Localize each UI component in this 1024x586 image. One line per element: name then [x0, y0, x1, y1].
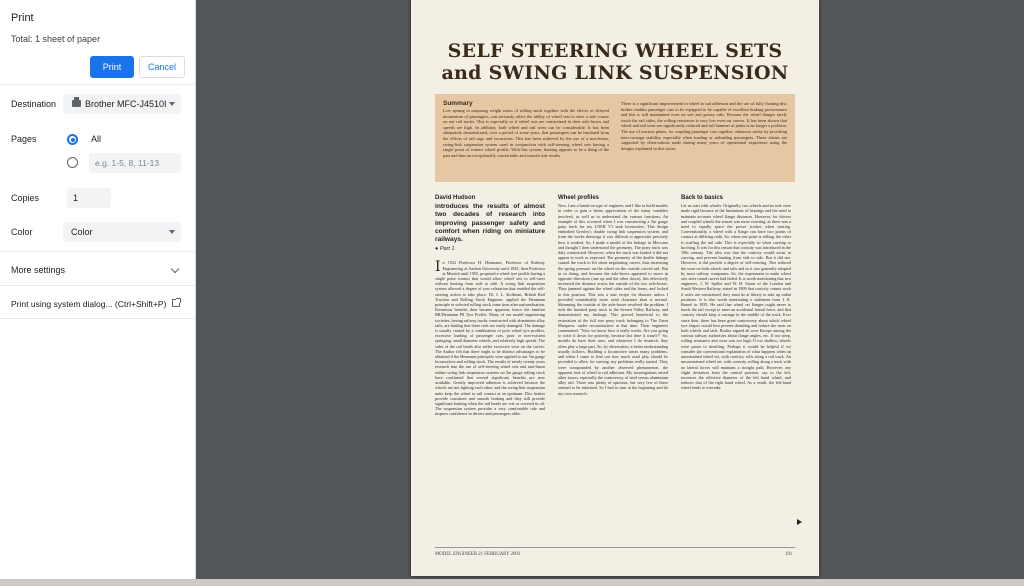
article-column-3: [681, 196, 791, 525]
preview-page: [411, 0, 819, 576]
divider: [0, 84, 196, 85]
copies-label: Copies: [11, 193, 40, 203]
chevron-down-icon: [169, 230, 175, 234]
part-number: Part 1: [439, 246, 455, 253]
page-number: 191: [785, 552, 793, 557]
sheet-total: Total: 1 sheet of paper: [11, 34, 101, 44]
divider: [0, 285, 196, 286]
author-name: David Hudson: [435, 195, 476, 201]
pages-custom-input[interactable]: [89, 153, 181, 173]
print-preview-area: [197, 0, 1024, 586]
color-value: Color: [71, 227, 93, 237]
chevron-down-icon[interactable]: [171, 265, 179, 273]
summary-box: [435, 94, 795, 182]
destination-select[interactable]: [63, 94, 181, 114]
article-intro: introduces the results of almost two decades of research into improving passenger safety and comfort when riding on miniature railways.: [435, 203, 545, 244]
column-3-text: Let us start with wheels. Originally, two wheels and an axle were made rigid because of the limitations of bearings and the need to maintain accurate wheel flange distances. However, for drivers and coupled wheels the reason was more exacting, as there was a need to equally space the power strokes when starting. Conventionally, a wheel with a flange can have two points of contact at differing radii. So, when one point is rolling, the other is scuffing the rail side. This is especially so when curving or lurching. It was for this reason that conicity was introduced in the 19th century. The idea was that the conicity would assist in curving, and prevent hunting from side to side. But it did not. However, it did provide a degree of self-centring. This reduced the wear on both wheels and rails and so it was generally adopted by most railway companies. So, the experiment to make wheel sets steer round curves had failed. It is worth mentioning that two engineers, J. W. Spiller and W. H. Stuart of the London and South Western Railway, stated in 1909 that conicity cannot work if axles are constrained; they must be at liberty to take up radial positions. It is also worth mentioning a statement from I. K. Brunel in 1835. He said that wheel set flanges ought never to touch the rail except to meet an accidental lateral force, and that conicity should keep a carriage in the middle of the track. Ever since then, there has been great controversy about which wheel tyre shapes would best prevent derailing and reduce the wear on both wheels and rails. Bodies argued all over Europe among the various railway authorities about flange angles, etc. If too steep, rolling resistance and wear was too high. If too shallow, wheels were prone to derailing. Perhaps it would be helpful if we consider the conventional explanation of what happens when an unrestrained wheel set, with conicity, rolls along a rail track. An unconstrained wheel set, with conicity, rolling along a track with no lateral forces will maintain a straight path. However, any slight deviation from the central position, say to the left, increases the effective diameter of the left hand wheel, and reduces that of the right hand wheel. As a result, the left-hand wheel tends to overtake: [681, 203, 791, 391]
bottom-strip: [0, 579, 1024, 586]
column-1-text: n 1932 Professor H. Heumann, Professor of Railway Engineering at Aachen University until 1945, then Professor at Munich until 1955, proposed a wheel tyre profile having a single point contact that would allow wheel sets to self-steer without hunting from side to side. A swing link suspension system allowed a degree of yaw relaxation that enabled the self-steering action to take place. Dr. I. L. Koffman, British Rail Traction and Rolling Stock Engineer, applied the Heumann principle to selected rolling stock some time after nationalisation. Enormous benefits then became apparent, hence the familiar BR/Heumann P8 Tyre Profile. Many of our model engineering societies, having railway tracks constructed with aluminium alloy rails, are finding that these rails are easily damaged. The damage is usually caused by a combination of poor wheel tyre profiles, excessive loading of passenger cars, poor or non-existent springing, small diameter wheels, and relatively high speeds. The sides of the rail heads also suffer excessive wear on the curves. The Author felt that there ought to be distinct advantages to be obtained if the Heumann principles were applied to our 5in gauge locomotives and rolling stock. The results of nearly twenty years research into the use of self-steering wheel sets and non-linear rubber swing link suspension systems on 5in gauge rolling stock have confirmed that several significant benefits are now available. Greatly improved adhesion is achieved because the wheels are not fighting each other, and the swing link suspension units keep the wheel to rail contact at an optimum. Disc brakes provide consistent and smooth braking and they still provide significant braking when the rail heads are wet or covered in oil. The suspension system provides a very comfortable ride and inspires confidence in drivers and passengers alike.: [435, 260, 545, 417]
pages-all-label: All: [91, 134, 102, 144]
article-column-1: [435, 196, 545, 536]
summary-text-right: There is a significant improvement in wheel to rail adhesion and the use of fully floating disc brakes enables passenger cars to be equipped to be capable of excellent braking performance and this is still maintained even on wet and greasy rails. Because the wheel flanges rarely touch the rail sides, the rolling resistance is very low even on curves. It has been shown that wheel and rail wear are significantly reduced and rail hammer at joints is no longer a problem. The use of traction plates, for coupling passenger cars together, enhances safety by providing inter-carriage stability, especially when loading or unloading passengers. These claims are supported by observations made during many years of operational experience using the designs explained in this series.: [621, 101, 787, 151]
printer-icon: [72, 100, 81, 107]
divider: [0, 251, 196, 252]
pages-all-radio[interactable]: [67, 134, 78, 145]
drop-cap: I: [435, 260, 441, 276]
column-1-body: [435, 260, 545, 536]
summary-text-left: Low sprung to unsprung weight ratios of rolling stock together with the effects of delayed momentum of passengers, can seriously affect the ability of wheel sets to steer a safe course on our rail tracks. This is especially so if wheel sets are constrained in their axle boxes and speeds are high. In addition, both wheel and rail wear can be considerable. It has been adequately demonstrated, over a period of some years, that passengers can be insulated from the effects of rail sags and excursions. This has been achieved by the use of a non-linear, swing-link suspension system used in conjunction with self-steering wheel sets having a single point of contact wheel profile. With this system, hunting appears to be a thing of the past and thus an exceptionally comfortable and smooth ride results.: [443, 108, 609, 158]
destination-value: Brother MFC-J4510I: [85, 99, 167, 109]
copies-input[interactable]: [67, 188, 111, 208]
article-column-2: [558, 196, 668, 533]
chevron-down-icon: [169, 102, 175, 106]
pages-custom-radio[interactable]: [67, 157, 78, 168]
footer-rule: [435, 547, 795, 548]
open-external-icon[interactable]: [172, 299, 180, 307]
continued-arrow-icon: [797, 519, 802, 525]
part-label: ● Part 1: [435, 246, 455, 253]
more-settings-toggle[interactable]: More settings: [11, 265, 66, 275]
divider: [0, 318, 196, 319]
column-2-heading: Wheel profiles: [558, 195, 600, 201]
print-settings-panel: [0, 0, 196, 586]
summary-heading: Summary: [443, 100, 473, 107]
footer-publication: MODEL ENGINEER 21 FEBRUARY 2003: [435, 552, 521, 557]
color-select[interactable]: [63, 222, 181, 242]
article-headline: [411, 40, 819, 84]
column-2-text: Now, I am a hands-on type of engineer, and I like to build models in order to gain a better appreciation of the many variables involved, as well as to understand the various functions. An example of this occurred when I was constructing a 5in gauge pony truck for my LNER V1 tank locomotive. This design embodied Gresley's double swing link suspension system, and from the works drawings it was difficult to appreciate precisely how it worked. So, I made a model of the linkage in Meccano and thought I then understood the geometry. The pony truck was duly constructed. However, when the truck was loaded it did not appear to work as expected. The geometry of the double linkage caused the truck to lift when negotiating curves, thus increasing the spring pressure on the wheel on the outside curved rail. But in so doing, and because the axle-boxes appeared to move in opposite directions (one up and the other down), this effectively increased the distance across the outside of the two axle-boxes. They jammed against the wheel sides and the horns, and locked in this position. This was a sure recipe for disaster, unless I provided considerably more axial clearance than is normal. Skimming the outside of the axle-boxes resolved the problem. I took the finished pony truck to the Severn Valley Railway, and demonstrated my findings. This proved beneficial to the restoration of the full size pony truck belonging to The Great Marquess, under reconstruction at that time. Their engineers commented: "Now we know how it really works. Are you going to write it down for posterity, because last time it wasn't?" So, models do have their uses, and whenever I do research, they often play a large part. So, by observation, a better understanding usually follows. Building a locomotive raises many problems, and when I came to find out how much axial play should be provided to allow for curving, my problems really started. They were compounded by another observed phenomenon, the apparent lack of wheel to rail adhesion. My investigations raised other issues, especially the controversy of steel versus aluminium alloy rail. There was plenty of opinions, but very few of these seemed to be informed. So I had to start at the beginning and do my own research.: [558, 203, 668, 396]
destination-label: Destination: [11, 99, 57, 109]
system-dialog-link[interactable]: Print using system dialog... (Ctrl+Shift+P): [11, 299, 167, 309]
headline-line-1: SELF STEERING WHEEL SETS: [447, 40, 783, 62]
headline-line-2: and SWING LINK SUSPENSION: [441, 62, 789, 84]
print-button[interactable]: Print: [90, 56, 134, 78]
column-3-heading: Back to basics: [681, 195, 724, 201]
pages-label: Pages: [11, 134, 37, 144]
dialog-title: Print: [11, 12, 34, 24]
cancel-button[interactable]: Cancel: [139, 56, 185, 78]
color-label: Color: [11, 227, 33, 237]
